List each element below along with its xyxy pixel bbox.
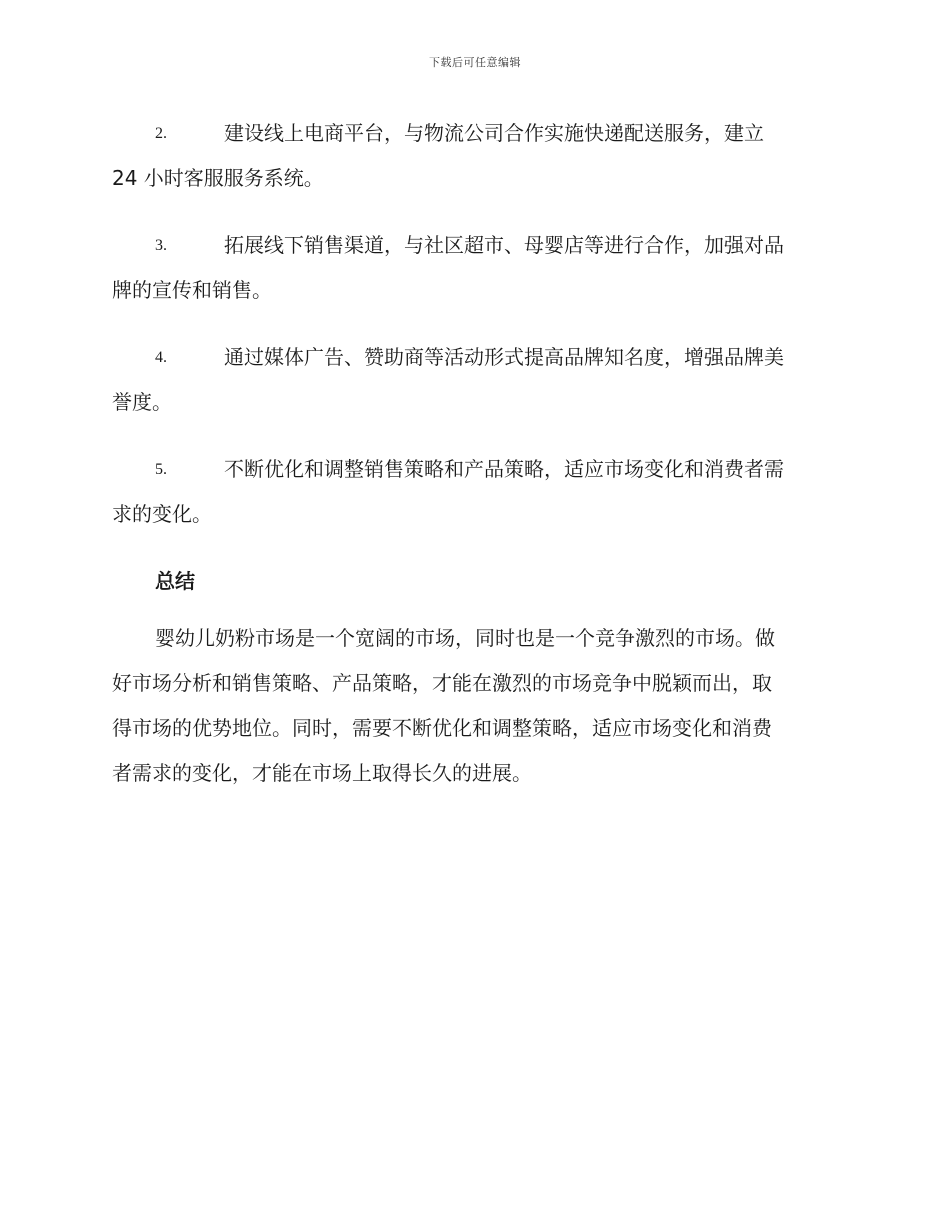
list-item-text: 拓展线下销售渠道，与社区超市、母婴店等进行合作，加强对品 (224, 233, 784, 257)
paragraph-line: 好市场分析和销售策略、产品策略，才能在激烈的市场竞争中脱颖而出，取 (112, 671, 772, 695)
list-item-text-continued: 誉度。 (112, 390, 172, 414)
section-heading-summary: 总结 (155, 569, 195, 593)
paragraph-line: 者需求的变化，才能在市场上取得长久的进展。 (112, 761, 532, 785)
page-header: 下载后可任意编辑 (429, 56, 521, 69)
list-item-text: 通过媒体广告、赞助商等活动形式提高品牌知名度，增强品牌美 (224, 345, 784, 369)
list-item (112, 447, 834, 537)
list-item-number: 2. (155, 125, 167, 142)
list-item-text-continued: 24 小时客服服务系统。 (112, 166, 324, 190)
list-item-number: 4. (155, 349, 167, 366)
list-item (112, 111, 834, 201)
summary-paragraph (112, 616, 834, 796)
paragraph-line: 婴幼儿奶粉市场是一个宽阔的市场，同时也是一个竞争激烈的市场。做 (155, 626, 775, 650)
paragraph-line: 得市场的优势地位。同时，需要不断优化和调整策略，适应市场变化和消费 (112, 716, 772, 740)
list-item-text: 建设线上电商平台，与物流公司合作实施快递配送服务，建立 (224, 121, 764, 145)
list-item-text: 不断优化和调整销售策略和产品策略，适应市场变化和消费者需 (224, 457, 784, 481)
list-item-text-continued: 求的变化。 (112, 502, 212, 526)
document-body (112, 111, 834, 796)
list-item-number: 3. (155, 237, 167, 254)
list-item (112, 223, 834, 313)
list-item (112, 335, 834, 425)
list-item-text-continued: 牌的宣传和销售。 (112, 278, 272, 302)
list-item-number: 5. (155, 461, 167, 478)
